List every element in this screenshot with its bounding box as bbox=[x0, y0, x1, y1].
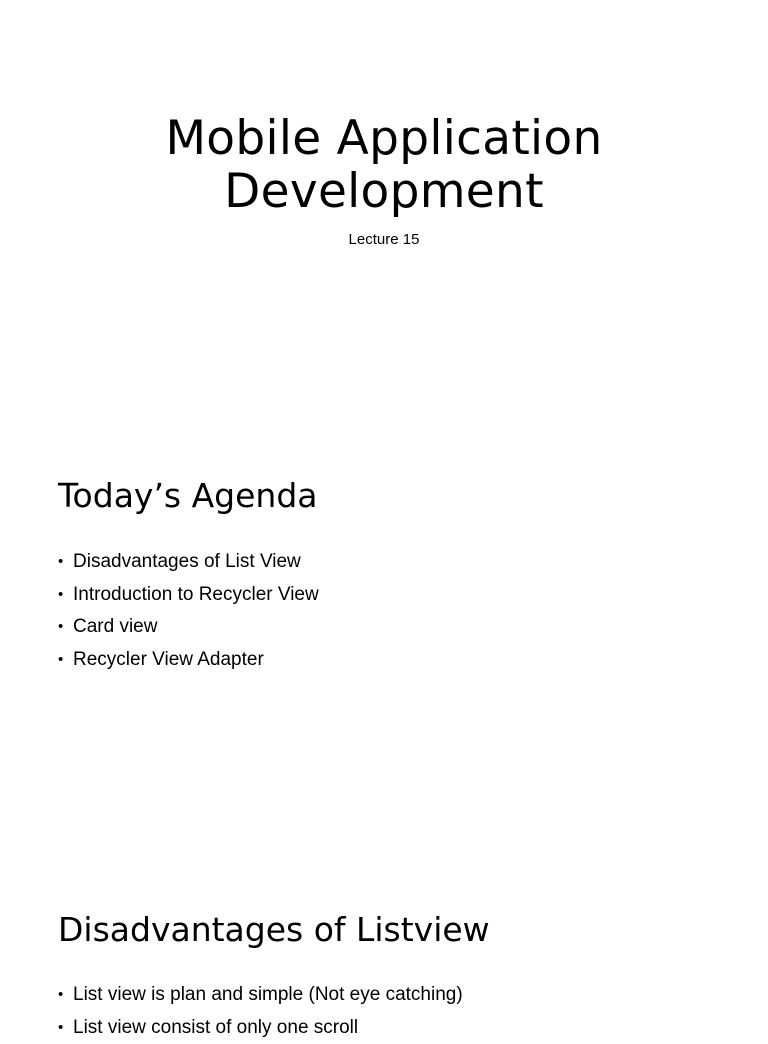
bullet-icon: • bbox=[58, 611, 63, 644]
list-item-text: Card view bbox=[73, 616, 157, 637]
bullet-icon: • bbox=[58, 546, 63, 579]
list-item bbox=[58, 1012, 463, 1044]
bullet-icon: • bbox=[58, 644, 63, 677]
title-slide bbox=[0, 0, 768, 400]
presentation-title bbox=[0, 112, 768, 218]
bullet-icon: • bbox=[58, 579, 63, 612]
disadvantages-list bbox=[58, 979, 463, 1044]
list-item bbox=[58, 979, 463, 1012]
bullet-icon: • bbox=[58, 979, 63, 1012]
list-item-text: List view consist of only one scroll bbox=[73, 1017, 358, 1038]
list-item-text: Introduction to Recycler View bbox=[73, 584, 319, 605]
agenda-heading: Today’s Agenda bbox=[58, 476, 318, 516]
bullet-icon: • bbox=[58, 1012, 63, 1044]
agenda-list bbox=[58, 546, 319, 676]
lecture-subtitle: Lecture 15 bbox=[0, 230, 768, 250]
list-item bbox=[58, 611, 319, 644]
list-item-text: Recycler View Adapter bbox=[73, 649, 264, 670]
list-item-text: Disadvantages of List View bbox=[73, 551, 301, 572]
presentation-title-line-2: Development bbox=[0, 165, 768, 218]
list-item bbox=[58, 644, 319, 677]
list-item bbox=[58, 546, 319, 579]
list-item-text: List view is plan and simple (Not eye catching) bbox=[73, 984, 463, 1005]
list-item bbox=[58, 579, 319, 612]
disadvantages-heading: Disadvantages of Listview bbox=[58, 910, 490, 950]
presentation-title-line-1: Mobile Application bbox=[0, 112, 768, 165]
